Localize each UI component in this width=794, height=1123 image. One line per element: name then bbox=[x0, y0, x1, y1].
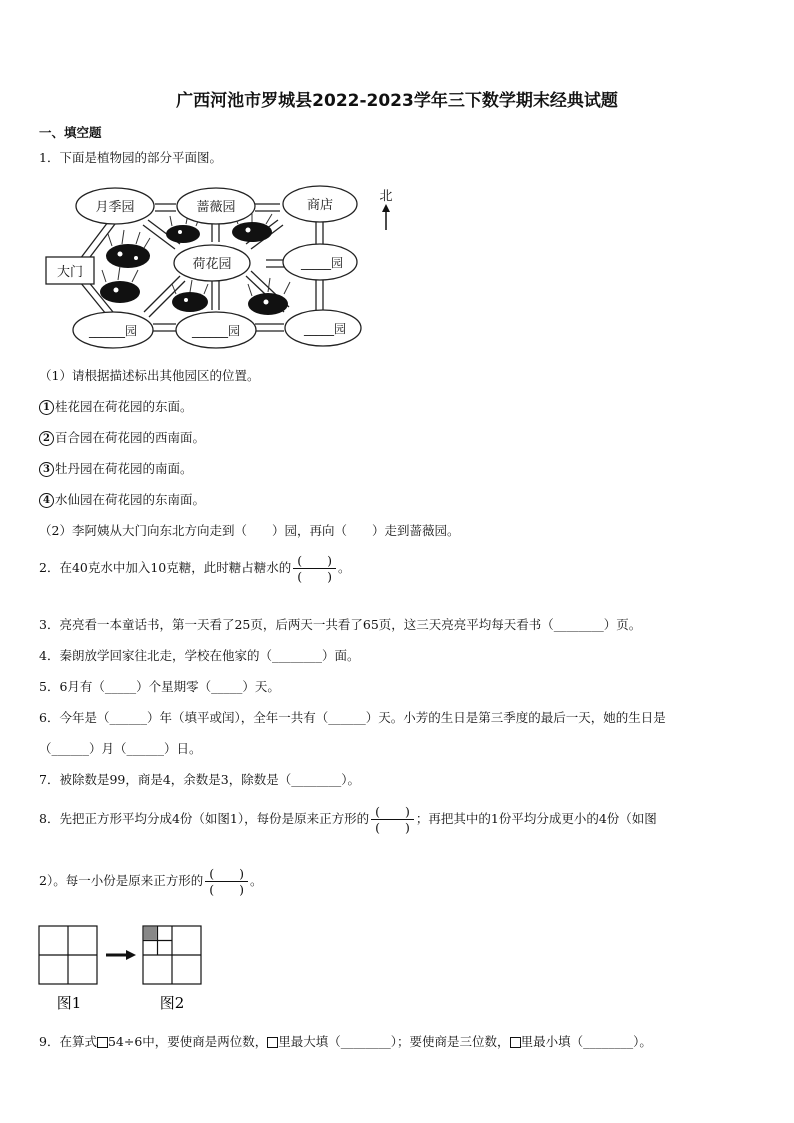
garden-map-figure bbox=[40, 184, 400, 356]
question-4: 4．秦朗放学回家往北走，学校在他家的（________）面。 bbox=[39, 648, 360, 663]
section-heading: 一、填空题 bbox=[39, 125, 102, 140]
question-9: 9．在算式 54÷6中，要使商是两位数， 里最大填（________）；要使商是三位数， 里最小填（________）。 bbox=[39, 1034, 652, 1049]
question-6-line2: （______）月（______）日。 bbox=[39, 741, 202, 756]
oval-label: 蔷薇园 bbox=[196, 200, 236, 215]
square-figures bbox=[36, 922, 206, 1014]
oval-label: _____园 bbox=[303, 322, 347, 336]
north-label: 北 bbox=[379, 189, 393, 204]
q1-item-4: 4 水仙园在荷花园的东南面。 bbox=[39, 490, 205, 508]
question-6-line1: 6．今年是（______）年（填平或闰），全年一共有（______）天。小芳的生日是第三季度的最后一天，她的生日是 bbox=[39, 710, 666, 725]
question-8-line1: 8．先把正方形平均分成4份（如图1），每份是原来正方形的 $\frac{( )}{( )}$ ；再把其中的1份平均分成更小的4份（如图 bbox=[39, 804, 657, 835]
oval-label: _____园 bbox=[300, 256, 344, 270]
fraction: $\frac{( )}{( )}$ bbox=[205, 866, 248, 897]
q1-item-3: 3 牡丹园在荷花园的南面。 bbox=[39, 459, 193, 477]
north-arrow-icon bbox=[382, 204, 390, 230]
q1-item-1: 1 桂花园在荷花园的东面。 bbox=[39, 397, 193, 415]
question-2: 2．在40克水中加入10克糖，此时糖占糖水的 $\frac{( )}{( )}$ 。 bbox=[39, 553, 351, 584]
q1-sub2: （2）李阿姨从大门向东北方向走到（ ）园，再向（ ）走到蔷薇园。 bbox=[39, 523, 460, 538]
oval-label: 荷花园 bbox=[192, 257, 232, 272]
oval-label: 商店 bbox=[306, 198, 334, 213]
oval-label: ______园 bbox=[88, 324, 138, 338]
question-5: 5．6月有（_____）个星期零（_____）天。 bbox=[39, 679, 280, 694]
question-1: 1．下面是植物园的部分平面图。 bbox=[39, 150, 222, 165]
q1-item-2: 2 百合园在荷花园的西南面。 bbox=[39, 428, 205, 446]
fraction: $\frac{( )}{( )}$ bbox=[371, 804, 414, 835]
question-8-line2: 2）。每一小份是原来正方形的 $\frac{( )}{( )}$ 。 bbox=[39, 866, 263, 897]
right-arrow-icon bbox=[106, 950, 136, 960]
blank-box-icon bbox=[267, 1037, 278, 1048]
q1-sub1: （1）请根据描述标出其他园区的位置。 bbox=[39, 368, 260, 383]
fig2-label: 图2 bbox=[159, 994, 185, 1012]
question-7: 7．被除数是99，商是4，余数是3，除数是（________）。 bbox=[39, 772, 361, 787]
blank-box-icon bbox=[510, 1037, 521, 1048]
gate-label: 大门 bbox=[56, 265, 84, 280]
page-title: 广西河池市罗城县2022-2023学年三下数学期末经典试题 bbox=[176, 91, 618, 111]
shaded-small-square bbox=[144, 927, 157, 940]
fraction: $\frac{( )}{( )}$ bbox=[293, 553, 336, 584]
oval-label: 月季园 bbox=[95, 200, 135, 215]
blank-box-icon bbox=[97, 1037, 108, 1048]
question-3: 3．亮亮看一本童话书，第一天看了25页，后两天一共看了65页，这三天亮亮平均每天看书（________）页。 bbox=[39, 617, 642, 632]
fig1-label: 图1 bbox=[56, 994, 82, 1012]
oval-label: ______园 bbox=[191, 324, 241, 338]
